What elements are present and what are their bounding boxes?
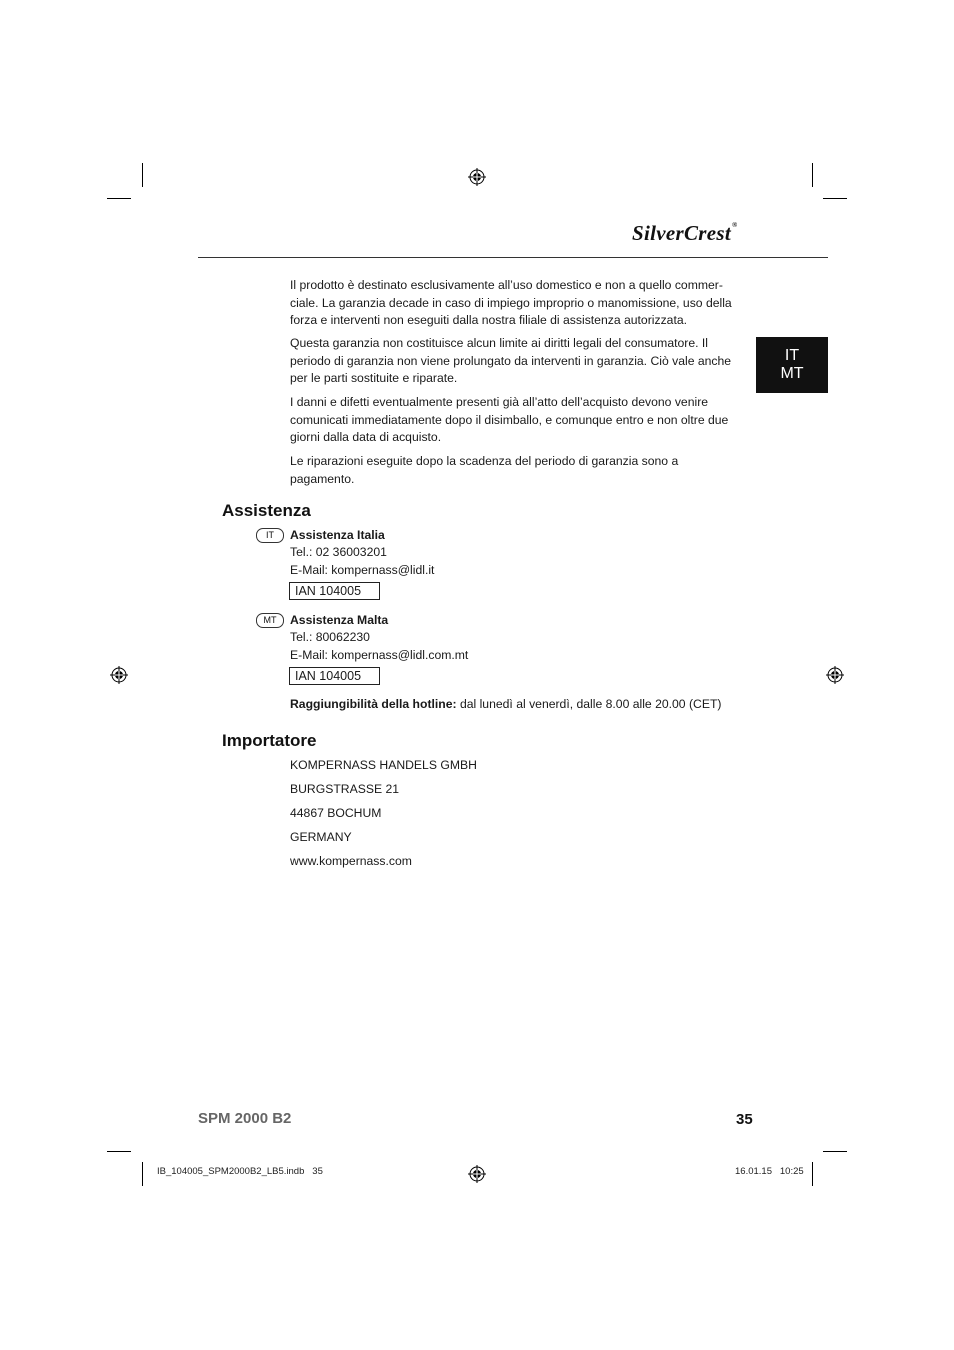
crop-mark	[812, 163, 813, 187]
ian-box-italy: IAN 104005	[289, 582, 380, 600]
service-malta-tel: Tel.: 80062230	[290, 630, 370, 644]
crop-mark	[107, 198, 131, 199]
print-slug-file: IB_104005_SPM2000B2_LB5.indb 35	[157, 1166, 323, 1177]
footer-model-name: SPM 2000 B2	[198, 1110, 292, 1127]
warranty-paragraph: Questa garanzia non costituisce alcun limite ai diritti legali del consumatore. Il periodo di garanzia non viene prolungato da interventi in garanzia. Ciò vale anche per le parti sostituite e riparate.	[290, 336, 732, 386]
service-italy-title: Assistenza Italia	[290, 528, 385, 542]
warranty-paragraph: Le riparazioni eseguite dopo la scadenza del periodo di garanzia sono a pagamento.	[290, 454, 679, 486]
crop-mark	[107, 1151, 131, 1152]
hotline-hours: dal lunedì al venerdì, dalle 8.00 alle 20.00 (CET)	[459, 697, 722, 711]
importer-line: 44867 BOCHUM	[290, 806, 382, 820]
page-number: 35	[736, 1111, 753, 1128]
language-tab-line-1: IT	[784, 347, 800, 364]
importer-website: www.kompernass.com	[290, 854, 412, 868]
warranty-paragraph: Il prodotto è destinato esclusivamente all’uso domestico e non a quello commer-ciale. La garanzia decade in caso di impiego improprio o manomissione, uso della forza e interventi non eseguiti dalla nostra filiale di assistenza autorizzata.	[290, 278, 732, 328]
hotline-availability	[290, 696, 721, 713]
ian-box-malta: IAN 104005	[289, 667, 380, 685]
header-rule	[198, 257, 828, 258]
registered-mark: ®	[731, 221, 738, 229]
registration-mark-icon	[110, 666, 128, 684]
brand-name: SilverCrest	[632, 221, 731, 245]
crop-mark	[823, 1151, 847, 1152]
hotline-label: Raggiungibilità della hotline:	[290, 697, 457, 711]
importer-line: GERMANY	[290, 830, 352, 844]
crop-mark	[823, 198, 847, 199]
brand-logo	[632, 221, 738, 246]
service-italy-email: E-Mail: kompernass@lidl.it	[290, 563, 435, 577]
print-slug-date: 16.01.15 10:25	[735, 1166, 804, 1177]
language-tab-line-2: MT	[780, 365, 804, 382]
crop-mark	[142, 1162, 143, 1186]
importer-line: BURGSTRASSE 21	[290, 782, 400, 796]
warranty-paragraph: I danni e difetti eventualmente presenti già all’atto dell’acquisto devono venire comunicati immediatamente dopo il disimballo, e comunque entro e non oltre due giorni dalla data di acquisto.	[290, 395, 729, 445]
service-italy-tel: Tel.: 02 36003201	[290, 545, 387, 559]
registration-mark-icon	[468, 168, 486, 186]
crop-mark	[812, 1162, 813, 1186]
section-heading-importatore: Importatore	[222, 731, 317, 750]
registration-mark-icon	[826, 666, 844, 684]
service-malta-email: E-Mail: kompernass@lidl.com.mt	[290, 648, 469, 662]
service-malta-title: Assistenza Malta	[290, 613, 389, 627]
importer-line: KOMPERNASS HANDELS GMBH	[290, 758, 477, 772]
language-tab	[756, 337, 828, 393]
country-badge-it: IT	[256, 528, 284, 543]
section-heading-assistenza: Assistenza	[222, 501, 311, 520]
crop-mark	[142, 163, 143, 187]
registration-mark-icon	[468, 1165, 486, 1183]
country-badge-mt: MT	[256, 613, 284, 628]
